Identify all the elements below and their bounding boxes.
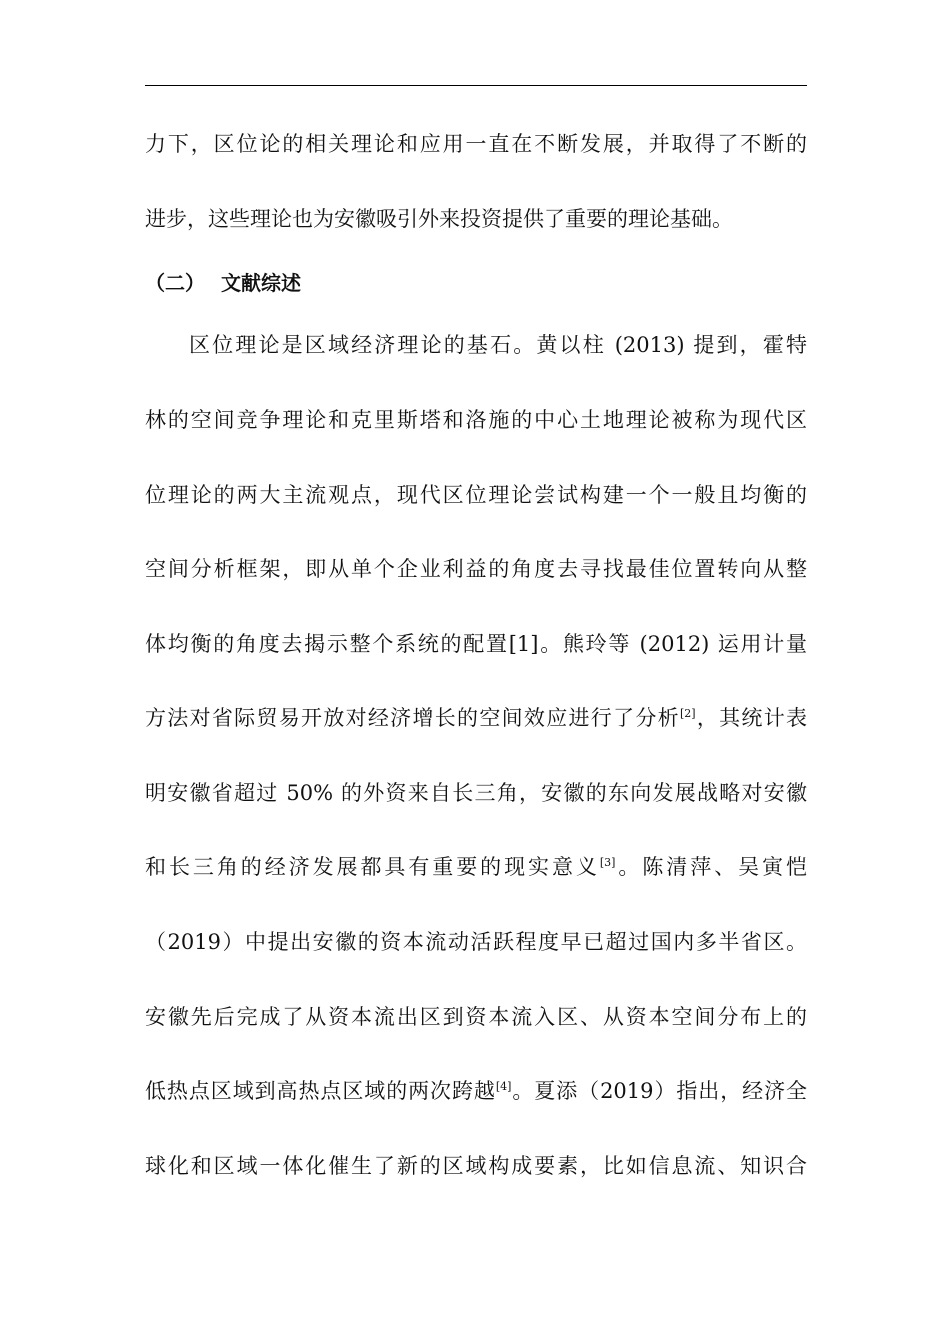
text-line-13: [145, 1077, 807, 1105]
section-heading-title: 文献综述: [221, 271, 301, 295]
text-line-13-part-2: 。夏添（2019）指出，经济全: [511, 1079, 808, 1103]
citation-4: [4]: [495, 1080, 512, 1093]
section-heading-number: （二）: [145, 271, 205, 295]
text-line-10: [145, 853, 807, 881]
text-line-2: 进步，这些理论也为安徽吸引外来投资提供了重要的理论基础。: [145, 207, 733, 231]
text-line-8-part-2: ，其统计表: [695, 706, 808, 730]
text-line-3: 区位理论是区域经济理论的基石。黄以柱 (2013) 提到，霍特: [189, 333, 807, 357]
header-rule: [145, 85, 807, 86]
text-line-1: 力下，区位论的相关理论和应用一直在不断发展，并取得了不断的: [145, 132, 807, 156]
text-line-5: 位理论的两大主流观点，现代区位理论尝试构建一个一般且均衡的: [145, 483, 807, 507]
text-line-6: 空间分析框架，即从单个企业利益的角度去寻找最佳位置转向从整: [145, 557, 807, 581]
text-line-7: 体均衡的角度去揭示整个系统的配置[1]。熊玲等 (2012) 运用计量: [145, 632, 807, 656]
section-heading: [145, 269, 807, 297]
citation-3: [3]: [599, 856, 616, 869]
text-line-9: 明安徽省超过 50% 的外资来自长三角，安徽的东向发展战略对安徽: [145, 781, 807, 805]
text-line-11: （2019）中提出安徽的资本流动活跃程度早已超过国内多半省区。: [145, 930, 807, 954]
text-line-12: 安徽先后完成了从资本流出区到资本流入区、从资本空间分布上的: [145, 1005, 807, 1029]
text-line-14: 球化和区域一体化催生了新的区域构成要素，比如信息流、知识合: [145, 1154, 807, 1178]
text-line-10-part-2: 。陈清萍、吴寅恺: [615, 855, 808, 879]
text-line-4: 林的空间竞争理论和克里斯塔和洛施的中心土地理论被称为现代区: [145, 408, 807, 432]
text-line-13-part-1: 低热点区域到高热点区域的两次跨越: [145, 1079, 496, 1103]
text-line-10-part-1: 和长三角的经济发展都具有重要的现实意义: [145, 855, 600, 879]
citation-2: [2]: [679, 707, 696, 720]
text-line-8-part-1: 方法对省际贸易开放对经济增长的空间效应进行了分析: [145, 706, 680, 730]
text-line-8: [145, 704, 807, 732]
